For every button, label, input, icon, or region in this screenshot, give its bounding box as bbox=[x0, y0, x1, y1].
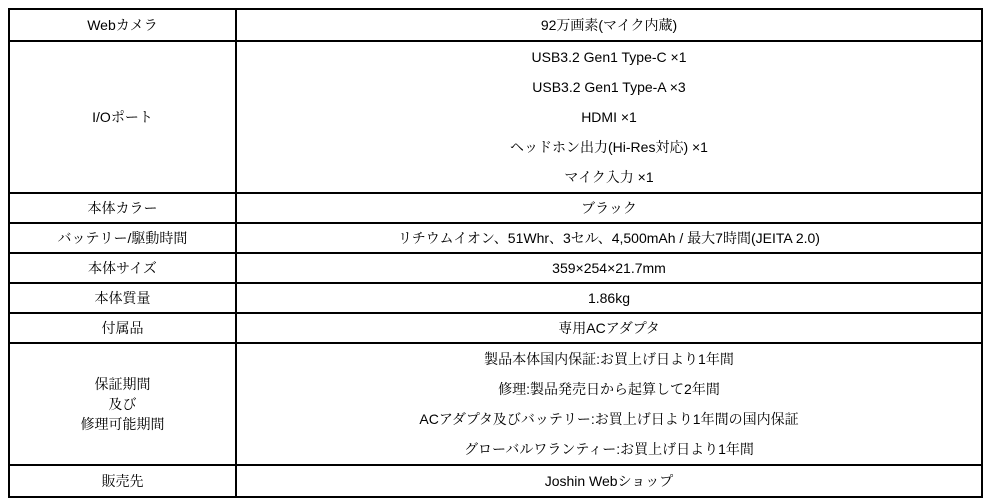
table-row-battery bbox=[9, 223, 982, 253]
spec-label-io-ports: I/Oポート bbox=[9, 41, 236, 193]
spec-value-webcam: 92万画素(マイク内蔵) bbox=[236, 9, 982, 41]
spec-value-line: ACアダプタ及びバッテリー:お買上げ日より1年間の国内保証 bbox=[419, 411, 799, 427]
table-row-seller bbox=[9, 465, 982, 497]
spec-label-warranty bbox=[9, 343, 236, 465]
table-row-warranty bbox=[9, 343, 982, 465]
spec-value-warranty bbox=[236, 343, 982, 465]
spec-value-accessories: 専用ACアダプタ bbox=[236, 313, 982, 343]
table-row-accessories bbox=[9, 313, 982, 343]
spec-value-battery: リチウムイオン、51Whr、3セル、4,500mAh / 最大7時間(JEITA 2.0) bbox=[236, 223, 982, 253]
spec-value-body-color: ブラック bbox=[236, 193, 982, 223]
spec-value-line: 製品本体国内保証:お買上げ日より1年間 bbox=[484, 351, 734, 367]
spec-label-line: 及び bbox=[108, 396, 137, 412]
spec-label-seller: 販売先 bbox=[9, 465, 236, 497]
table-row-body-color bbox=[9, 193, 982, 223]
spec-label-body-color: 本体カラー bbox=[9, 193, 236, 223]
spec-value-line: ヘッドホン出力(Hi-Res対応) ×1 bbox=[510, 139, 708, 155]
table-row-body-size bbox=[9, 253, 982, 283]
table-row-io-ports bbox=[9, 41, 982, 193]
spec-value-line: USB3.2 Gen1 Type-C ×1 bbox=[531, 49, 687, 65]
spec-label-accessories: 付属品 bbox=[9, 313, 236, 343]
spec-value-line: マイク入力 ×1 bbox=[564, 169, 654, 185]
spec-label-battery: バッテリー/駆動時間 bbox=[9, 223, 236, 253]
spec-value-body-size: 359×254×21.7mm bbox=[236, 253, 982, 283]
spec-label-line: 保証期間 bbox=[94, 376, 151, 392]
spec-label-weight: 本体質量 bbox=[9, 283, 236, 313]
spec-value-seller: Joshin Webショップ bbox=[236, 465, 982, 497]
table-row-webcam bbox=[9, 9, 982, 41]
spec-table bbox=[8, 8, 983, 498]
spec-value-line: USB3.2 Gen1 Type-A ×3 bbox=[532, 79, 686, 95]
spec-value-weight: 1.86kg bbox=[236, 283, 982, 313]
spec-label-webcam: Webカメラ bbox=[9, 9, 236, 41]
spec-value-line: HDMI ×1 bbox=[581, 109, 637, 125]
spec-value-io-ports bbox=[236, 41, 982, 193]
spec-value-line: 修理:製品発売日から起算して2年間 bbox=[498, 381, 720, 397]
table-row-weight bbox=[9, 283, 982, 313]
spec-label-line: 修理可能期間 bbox=[80, 416, 165, 432]
spec-value-line: グローバルワランティー:お買上げ日より1年間 bbox=[464, 441, 754, 457]
spec-label-body-size: 本体サイズ bbox=[9, 253, 236, 283]
